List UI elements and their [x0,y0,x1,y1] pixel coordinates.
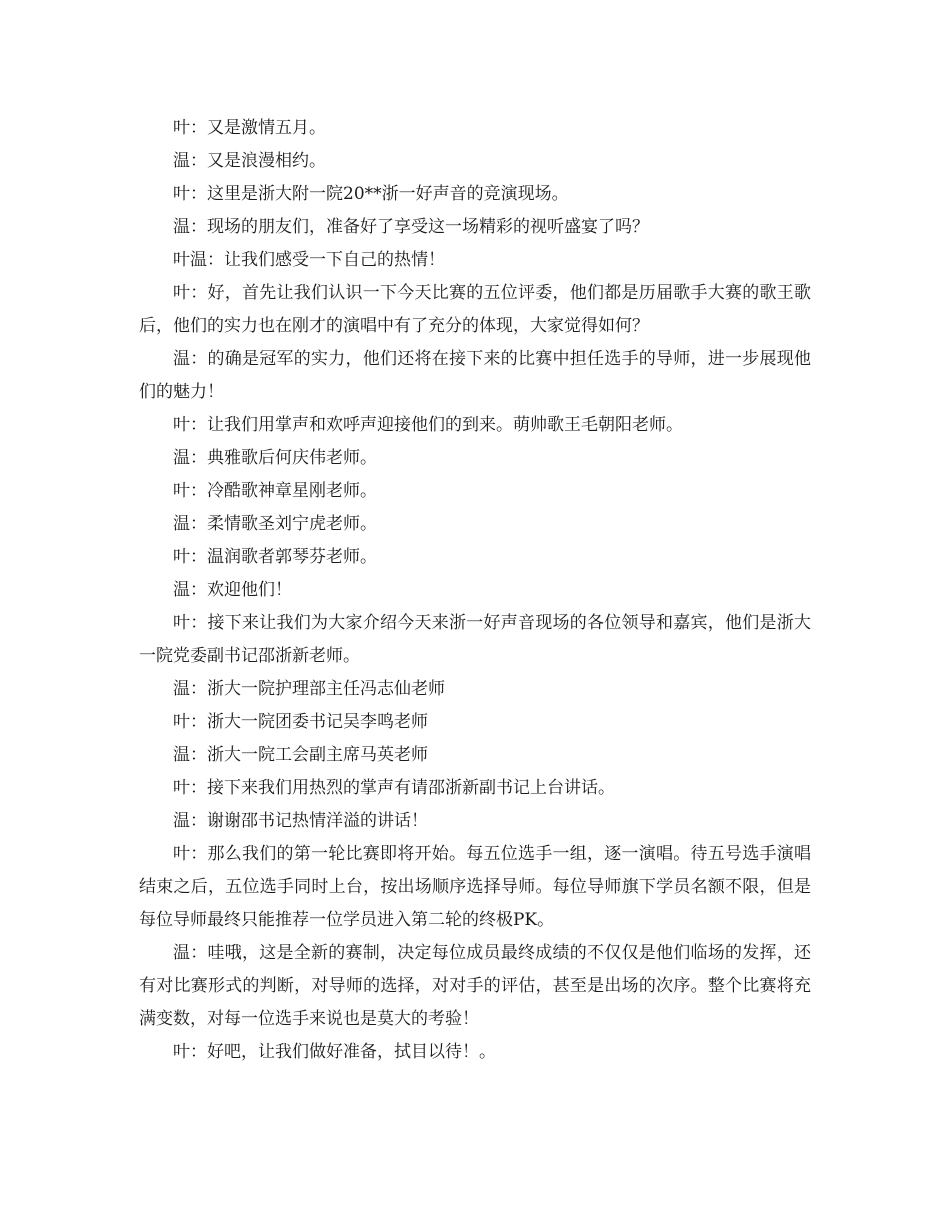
dialogue-line: 叶：接下来让我们为大家介绍今天来浙一好声音现场的各位领导和嘉宾，他们是浙大一院党委副书记邵浙新老师。 [139,613,811,666]
dialogue-line: 叶：好，首先让我们认识一下今天比赛的五位评委，他们都是历届歌手大赛的歌王歌后，他们的实力也在刚才的演唱中有了充分的体现，大家觉得如何？ [139,283,811,336]
dialogue-line: 温：浙大一院护理部主任冯志仙老师 [173,679,445,699]
dialogue-line: 温：现场的朋友们，准备好了享受这一场精彩的视听盛宴了吗？ [173,217,649,237]
dialogue-line: 温：欢迎他们！ [173,580,292,600]
script-body [139,112,811,1069]
dialogue-line: 温：柔情歌圣刘宁虎老师。 [173,514,377,534]
dialogue-line: 叶：冷酷歌神章星刚老师。 [173,481,377,501]
dialogue-line: 叶：接下来我们用热烈的掌声有请邵浙新副书记上台讲话。 [173,778,615,798]
dialogue-line: 叶：那么我们的第一轮比赛即将开始。每五位选手一组，逐一演唱。待五号选手演唱结束之后，五位选手同时上台，按出场顺序选择导师。每位导师旗下学员名额不限，但是每位导师最终只能推荐一位学员进入第二轮的终极PK。 [139,844,811,930]
dialogue-line: 叶温：让我们感受一下自己的热情！ [173,250,445,270]
dialogue-line: 叶：温润歌者郭琴芬老师。 [173,547,377,567]
dialogue-line: 温：典雅歌后何庆伟老师。 [173,448,377,468]
dialogue-line: 叶：又是激情五月。 [173,118,326,138]
dialogue-line: 温：又是浪漫相约。 [173,151,326,171]
dialogue-line: 叶：这里是浙大附一院20**浙一好声音的竞演现场。 [173,184,569,204]
dialogue-line: 叶：好吧，让我们做好准备，拭目以待！。 [173,1042,496,1062]
dialogue-line: 叶：让我们用掌声和欢呼声迎接他们的到来。萌帅歌王毛朝阳老师。 [173,415,683,435]
dialogue-line: 温：哇哦，这是全新的赛制，决定每位成员最终成绩的不仅仅是他们临场的发挥，还有对比赛形式的判断，对导师的选择，对对手的评估，甚至是出场的次序。整个比赛将充满变数，对每一位选手来说也是莫大的考验！ [139,943,811,1029]
dialogue-line: 温：谢谢邵书记热情洋溢的讲话！ [173,811,428,831]
dialogue-line: 温：的确是冠军的实力，他们还将在接下来的比赛中担任选手的导师，进一步展现他们的魅力！ [139,349,811,402]
dialogue-line: 叶：浙大一院团委书记吴李鸣老师 [173,712,428,732]
dialogue-line: 温：浙大一院工会副主席马英老师 [173,745,428,765]
